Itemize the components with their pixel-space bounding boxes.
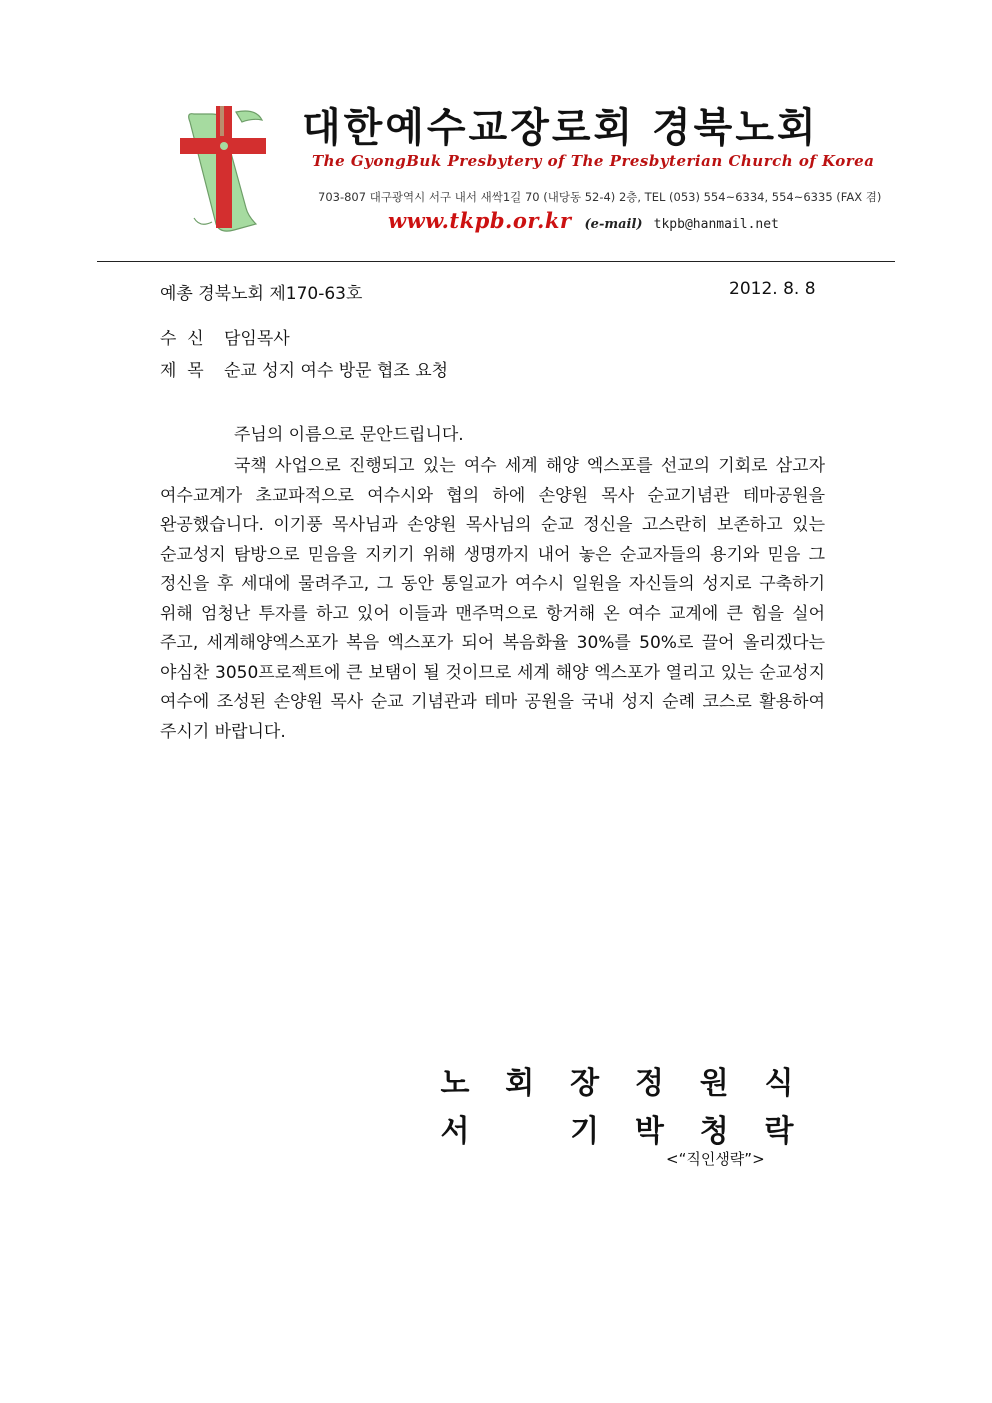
letter-body: 국책 사업으로 진행되고 있는 여수 세계 해양 엑스포를 선교의 기회로 삼고자 여수교계가 초교파적으로 여수시와 협의 하에 손양원 목사 순교기념관 테마공원을 완공했습니다. 이기풍 목사님과 손양원 목사님의 순교 정신을 고스란히 보존하고 있는 순교성지 탐방으로 믿음을 지키기 위해 생명까지 내어 놓은 순교자들의 용기와 믿음 그 정신을 후 세대에 물려주고, 그 동안 통일교가 여수시 일원을 자신들의 성지로 구축하기 위해 엄청난 투자를 하고 있어 이들과 맨주먹으로 항거해 온 여수 교계에 큰 힘을 실어 주고, 세계해양엑스포가 복음 엑스포가 되어 복음화율 30%를 50%로 끌어 올리겠다는 야심찬 3050프로젝트에 큰 보탬이 될 것이므로 세계 해양 엑스포가 열리고 있는 순교성지 여수에 조성된 손양원 목사 순교 기념관과 테마 공원을 국내 성지 순례 코스로 활용하여 주시기 바랍니다.: [160, 456, 825, 742]
subject-row: [160, 356, 448, 381]
signature-char: 청: [699, 1114, 729, 1149]
subject-label: 제 목: [160, 361, 204, 381]
signature-char: 장: [570, 1066, 600, 1101]
signature-char: 정: [634, 1066, 664, 1101]
org-name-english: The GyongBuk Presbytery of The Presbyterian Church of Korea: [312, 152, 875, 170]
email-link[interactable]: tkpb@hanmail.net: [653, 217, 779, 232]
signature-char: 박: [634, 1114, 664, 1149]
signature-line-clerk: [437, 1106, 797, 1150]
signature-char: 기: [570, 1114, 600, 1149]
signature-char: 원: [699, 1066, 729, 1101]
website-link[interactable]: www.tkpb.or.kr: [388, 208, 572, 233]
email-label: (e-mail): [584, 217, 643, 232]
recipient-label: 수 신: [160, 329, 204, 349]
org-name-korean: 대한예수교장로회 경북노회: [302, 104, 819, 151]
org-address: 703-807 대구광역시 서구 내서 새싹1길 70 (내당동 52-4) 2층, TEL (053) 554~6334, 554~6335 (FAX 겸): [318, 190, 882, 204]
signature-char: [502, 1106, 538, 1150]
header-divider: [97, 261, 895, 262]
signature-char: 락: [764, 1114, 794, 1149]
subject-value: 순교 성지 여수 방문 협조 요청: [224, 361, 449, 381]
contact-line: [388, 208, 779, 233]
signature-line-moderator: [437, 1058, 797, 1102]
document-number: 예총 경북노회 제170-63호: [160, 284, 363, 304]
signature-char: 노: [440, 1066, 470, 1101]
document-date: 2012. 8. 8: [729, 279, 816, 299]
recipient-row: [160, 324, 290, 349]
greeting-text: 주님의 이름으로 문안드립니다.: [234, 425, 464, 445]
signature-char: 회: [505, 1066, 535, 1101]
presbytery-cross-logo: [176, 104, 272, 234]
recipient-value: 담임목사: [224, 329, 290, 349]
signature-char: 서: [440, 1114, 470, 1149]
seal-omitted-note: <“직인생략”>: [666, 1150, 765, 1168]
signature-char: 식: [764, 1066, 794, 1101]
